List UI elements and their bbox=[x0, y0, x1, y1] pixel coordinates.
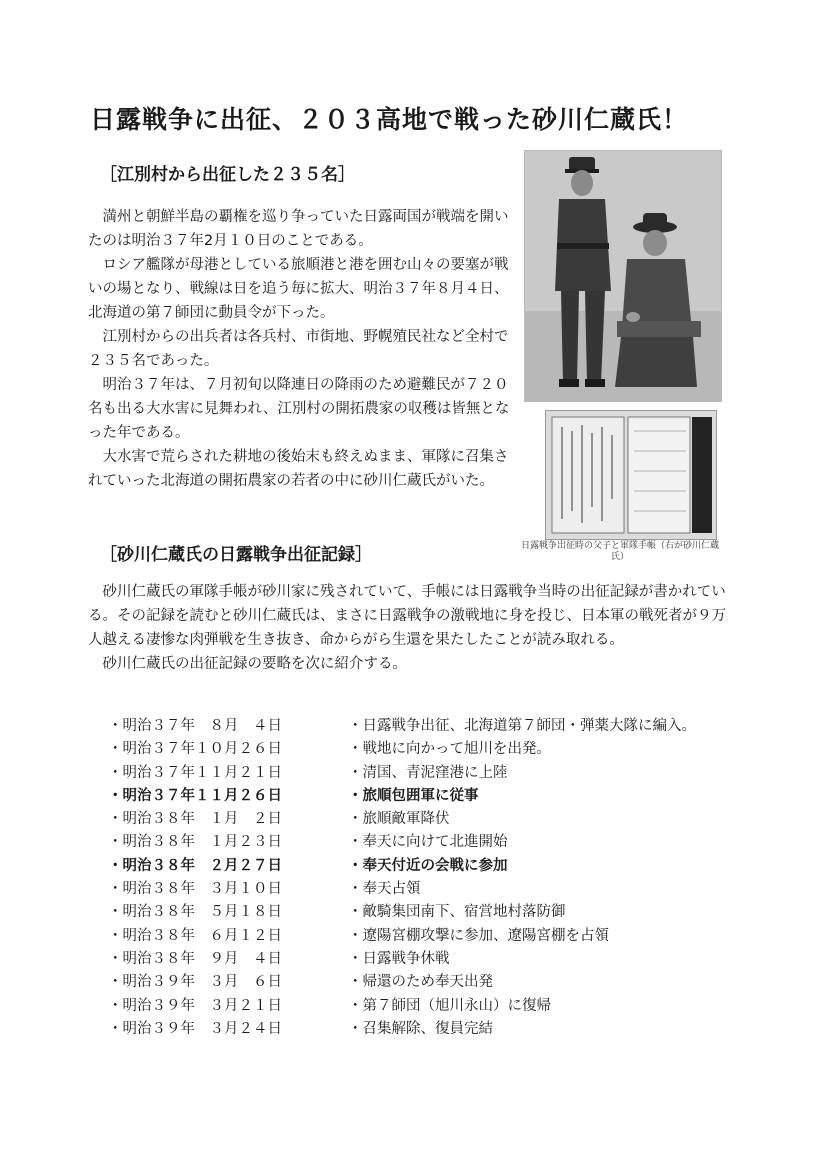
timeline-row bbox=[108, 855, 748, 878]
timeline-date: ・明治３８年 ６月１２日 bbox=[108, 927, 282, 944]
timeline-event: ・清国、青泥窪港に上陸 bbox=[348, 764, 508, 781]
timeline-date: ・明治３８年 ３月１０日 bbox=[108, 881, 282, 898]
timeline-row bbox=[108, 971, 748, 994]
timeline-date: ・明治３９年 ３月 ６日 bbox=[108, 974, 282, 991]
military-notebook-photo bbox=[545, 410, 717, 540]
timeline-event: ・日露戦争休戦 bbox=[348, 950, 450, 967]
timeline-date: ・明治３８年 １月２３日 bbox=[108, 834, 282, 851]
timeline-row bbox=[108, 925, 748, 948]
timeline-row bbox=[108, 995, 748, 1018]
timeline-row bbox=[108, 808, 748, 831]
timeline-event: ・召集解除、復員完結 bbox=[348, 1020, 493, 1037]
timeline-date: ・明治３８年 １月 ２日 bbox=[108, 811, 282, 828]
paragraph: 砂川仁蔵氏の出征記録の要略を次に紹介する。 bbox=[102, 656, 407, 672]
timeline-row bbox=[108, 762, 748, 785]
timeline-row bbox=[108, 1018, 748, 1041]
timeline-date: ・明治３９年 ３月２１日 bbox=[108, 997, 282, 1014]
timeline-event: ・奉天に向けて北進開始 bbox=[348, 834, 508, 851]
timeline-event: ・第７師団（旭川永山）に復帰 bbox=[348, 997, 551, 1014]
military-notebook-image bbox=[546, 411, 716, 539]
page-title: 日露戦争に出征、２０３高地で戦った砂川仁蔵氏！ bbox=[90, 105, 689, 134]
section-heading-record: ［砂川仁蔵氏の日露戦争出征記録］ bbox=[100, 545, 372, 565]
timeline-row bbox=[108, 785, 748, 808]
timeline-event: ・帰還のため奉天出発 bbox=[348, 974, 493, 991]
timeline-event: ・敵騎集団南下、宿営地村落防御 bbox=[348, 904, 566, 921]
paragraph: ロシア艦隊が母港としている旅順港と港を囲む山々の要塞が戦いの場となり、戦線は日を追う毎に拡大、明治３７年８月４日、北海道の第７師団に動員令が下った。 bbox=[88, 257, 509, 321]
timeline-date: ・明治３８年 ５月１８日 bbox=[108, 904, 282, 921]
timeline-event: ・遼陽宮棚攻撃に参加、遼陽宮棚を占領 bbox=[348, 927, 609, 944]
timeline-event: ・戦地に向かって旭川を出発。 bbox=[348, 741, 551, 758]
paragraph: 江別村からの出兵者は各兵村、市街地、野幌殖民社など全村で２３５名であった。 bbox=[88, 329, 509, 369]
section1-body bbox=[88, 205, 516, 493]
timeline-date: ・明治３９年 ３月２４日 bbox=[108, 1020, 282, 1037]
timeline-date: ・明治３８年 ９月 ４日 bbox=[108, 950, 282, 967]
timeline-event: ・奉天占領 bbox=[348, 881, 421, 898]
timeline-row bbox=[108, 715, 748, 738]
paragraph: 満州と朝鮮半島の覇権を巡り争っていた日露両国が戦端を開いたのは明治３７年2月１０日のことである。 bbox=[88, 209, 509, 249]
section2-body bbox=[88, 580, 738, 676]
timeline-row bbox=[108, 901, 748, 924]
section-heading-soldiers: ［江別村から出征した２３５名］ bbox=[100, 165, 355, 185]
photo-caption: 日露戦争出征時の父子と軍隊手帳（右が砂川仁蔵氏） bbox=[520, 541, 719, 562]
historical-photo-image bbox=[525, 151, 721, 401]
timeline-date: ・明治３７年 ８月 ４日 bbox=[108, 718, 282, 734]
timeline-row bbox=[108, 948, 748, 971]
timeline-date: ・明治３８年 ２月２７日 bbox=[108, 857, 282, 874]
timeline-event: ・日露戦争出征、北海道第７師団・弾薬大隊に編入。 bbox=[348, 718, 696, 734]
historical-photo bbox=[524, 150, 722, 402]
timeline-date: ・明治３７年１１月２１日 bbox=[108, 764, 282, 781]
service-record-timeline bbox=[108, 715, 748, 1041]
timeline-row bbox=[108, 738, 748, 761]
timeline-date: ・明治３７年１０月２６日 bbox=[108, 741, 282, 758]
timeline-date: ・明治３７年１１月２６日 bbox=[108, 787, 282, 804]
timeline-event: ・旅順包囲軍に従事 bbox=[348, 787, 479, 804]
paragraph: 大水害で荒らされた耕地の後始末も終えぬまま、軍隊に召集されていった北海道の開拓農家の若者の中に砂川仁蔵氏がいた。 bbox=[88, 449, 509, 489]
timeline-event: ・奉天付近の会戦に参加 bbox=[348, 857, 508, 874]
paragraph: 明治３７年は、７月初旬以降連日の降雨のため避難民が７２０名も出る大水害に見舞われ、江別村の開拓農家の収穫は皆無となった年である。 bbox=[88, 377, 510, 441]
timeline-row bbox=[108, 878, 748, 901]
timeline-row bbox=[108, 831, 748, 854]
paragraph: 砂川仁蔵氏の軍隊手帳が砂川家に残されていて、手帳には日露戦争当時の出征記録が書かれている。その記録を読むと砂川仁蔵氏は、まさに日露戦争の激戦地に身を投じ、日本軍の戦死者が９万人越える凄惨な肉弾戦を生き抜き、命からがら生還を果たしたことが読み取れる。 bbox=[88, 584, 726, 648]
timeline-event: ・旅順敵軍降伏 bbox=[348, 811, 450, 828]
